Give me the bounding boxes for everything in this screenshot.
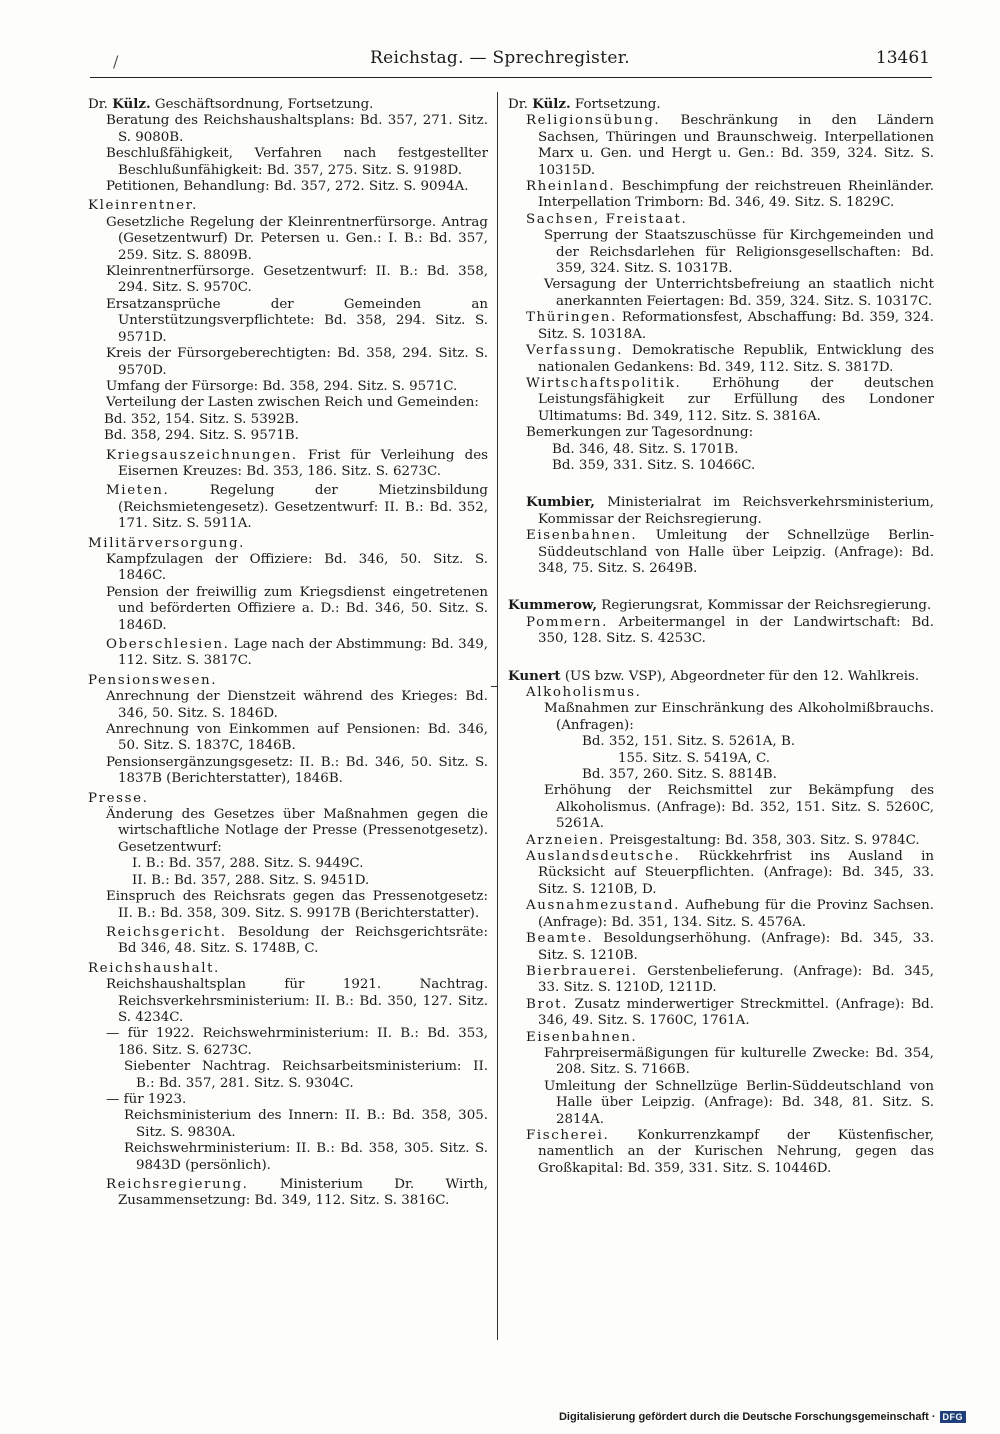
- register-entry: [88, 379, 488, 395]
- entry-keyword: Verfassung.: [526, 343, 624, 359]
- register-entry: [508, 751, 934, 767]
- entry-text: Siebenter Nachtrag. Reichsarbeitsministerium: II. B.: Bd. 357, 281. Sitz. S. 9304C.: [124, 1059, 488, 1091]
- entry-text: Umleitung der Schnellzüge Berlin-Süddeutschland von Halle über Leipzig. (Anfrage): Bd. 348, 75. Sitz. S. 2649B.: [538, 528, 934, 576]
- entry-text: Demokratische Republik, Entwicklung des nationalen Gedankens: Bd. 349, 112. Sitz. S. 3817D.: [538, 343, 934, 375]
- register-entry: [88, 1141, 488, 1174]
- register-entry: [508, 833, 934, 849]
- register-entry: [508, 701, 934, 734]
- register-entry: [88, 977, 488, 1026]
- column-divider: [497, 92, 498, 1340]
- register-entry: [88, 791, 488, 807]
- entry-text: — für 1922. Reichswehrministerium: II. B.: Bd. 353, 186. Sitz. S. 6273C.: [106, 1026, 488, 1058]
- register-entry: [508, 849, 934, 898]
- register-entry: [508, 597, 934, 614]
- margin-dash: [491, 686, 497, 687]
- entry-keyword: Eisenbahnen.: [526, 1029, 638, 1045]
- entry-keyword: Militärversorgung.: [88, 535, 245, 551]
- register-entry: [508, 615, 934, 648]
- entry-gap: [508, 474, 934, 494]
- entry-text: Regelung der Mietzinsbildung (Reichsmietengesetz). Gesetzentwurf: II. B.: Bd. 352, 171. Sitz. S. 5911A.: [118, 483, 488, 532]
- entry-text: I. B.: Bd. 357, 288. Sitz. S. 9449C.: [132, 856, 364, 872]
- entry-keyword: Külz.: [532, 96, 571, 112]
- register-entry: [508, 458, 934, 474]
- entry-text: Beschlußfähigkeit, Verfahren nach festgestellter Beschlußunfähigkeit: Bd. 357, 275. Sitz. S. 9198D.: [106, 146, 488, 178]
- register-entry: [88, 264, 488, 297]
- entry-text: Beschimpfung der reichstreuen Rheinländer. Interpellation Trimborn: Bd. 346, 49. Sitz. S. 1829C.: [538, 179, 934, 211]
- entry-keyword: Auslandsdeutsche.: [526, 849, 681, 865]
- entry-text: Einspruch des Reichsrats gegen das Pressenotgesetz: II. B.: Bd. 358, 309. Sitz. S. 9917B (Berichterstatter).: [106, 889, 488, 921]
- header-rule: [90, 77, 932, 78]
- register-entry: [88, 807, 488, 856]
- register-entry: [508, 997, 934, 1030]
- register-entry: [88, 673, 488, 689]
- register-entry: [508, 425, 934, 441]
- entry-gap: [508, 648, 934, 668]
- register-entry: [88, 448, 488, 481]
- entry-text: Reichswehrministerium: II. B.: Bd. 358, 305. Sitz. S. 9843D (persönlich).: [124, 1141, 488, 1173]
- register-entry: [88, 873, 488, 889]
- entry-text: Beschränkung in den Ländern Sachsen, Thüringen und Braunschweig. Interpellationen Marx u. Gen. und Hergt u. Gen.: Bd. 359, 324. Sitz. S. 10315D.: [538, 113, 934, 178]
- entry-text: 155. Sitz. S. 5419A, C.: [618, 750, 770, 766]
- register-entry: [88, 146, 488, 179]
- entry-text: Gerstenbelieferung. (Anfrage): Bd. 345, 33. Sitz. S. 1210D, 1211D.: [538, 963, 934, 996]
- entry-text: Dr.: [88, 97, 113, 112]
- entry-text: Arbeitermangel in der Landwirtschaft: Bd. 350, 128. Sitz. S. 4253C.: [538, 614, 934, 647]
- register-entry: [88, 198, 488, 214]
- register-entry: [88, 96, 488, 113]
- register-entry: [88, 552, 488, 585]
- register-entry: [508, 931, 934, 964]
- entry-keyword: Rheinland.: [526, 179, 616, 195]
- register-entry: [508, 442, 934, 458]
- entry-text: Reichshaushaltsplan für 1921. Nachtrag. Reichsverkehrsministerium: II. B.: Bd. 350, 127. Sitz. S. 4234C.: [106, 977, 488, 1025]
- entry-text: Fahrpreisermäßigungen für kulturelle Zwecke: Bd. 354, 208. Sitz. S. 7166B.: [544, 1045, 934, 1078]
- register-entry: [88, 1059, 488, 1092]
- entry-text: Petitionen, Behandlung: Bd. 357, 272. Sitz. S. 9094A.: [106, 179, 469, 195]
- entry-text: Regierungsrat, Kommissar der Reichsregierung.: [597, 598, 932, 614]
- entry-text: Bemerkungen zur Tagesordnung:: [526, 425, 754, 441]
- entry-gap: [508, 577, 934, 597]
- entry-text: Reformationsfest, Abschaffung: Bd. 359, 324. Sitz. S. 10318A.: [538, 310, 934, 342]
- register-entry: [88, 1177, 488, 1210]
- margin-mark: /: [113, 52, 119, 71]
- entry-text: Pensionsergänzungsgesetz: II. B.: Bd. 346, 50. Sitz. S. 1837B (Berichterstatter), 1846B.: [106, 754, 488, 787]
- right-column: [508, 96, 934, 1177]
- entry-text: Anrechnung der Dienstzeit während des Krieges: Bd. 346, 50. Sitz. S. 1846D.: [106, 689, 488, 721]
- register-entry: [508, 113, 934, 179]
- register-entry: [508, 528, 934, 577]
- register-entry: [88, 179, 488, 195]
- entry-keyword: Kumbier,: [526, 494, 595, 511]
- register-entry: [508, 494, 934, 528]
- register-entry: [88, 1092, 488, 1108]
- register-entry: [508, 1046, 934, 1079]
- footer-text: Digitalisierung gefördert durch die Deutsche Forschungsgemeinschaft ·: [558, 1411, 936, 1423]
- dfg-logo: DFG: [940, 1411, 967, 1423]
- entry-text: Sperrung der Staatszuschüsse für Kirchgemeinden und der Reichsdarlehen für Religionsgesellschaften: Bd. 359, 324. Sitz. S. 10317B.: [544, 228, 934, 277]
- register-entry: [88, 346, 488, 379]
- entry-text: Pension der freiwillig zum Kriegsdienst eingetretenen und beförderten Offiziere a. D.: Bd. 346, 50. Sitz. S. 1846D.: [106, 584, 488, 633]
- register-entry: [88, 1026, 488, 1059]
- entry-text: Bd. 357, 260. Sitz. S. 8814B.: [582, 767, 777, 783]
- register-entry: [88, 297, 488, 346]
- entry-text: Kampfzulagen der Offiziere: Bd. 346, 50. Sitz. S. 1846C.: [106, 551, 488, 584]
- entry-text: Gesetzliche Regelung der Kleinrentnerfürsorge. Antrag (Gesetzentwurf) Dr. Petersen u. Gen.: I. B.: Bd. 357, 259. Sitz. S. 8809B.: [106, 214, 488, 263]
- register-entry: [88, 889, 488, 922]
- entry-text: Kreis der Fürsorgeberechtigten: Bd. 358, 294. Sitz. S. 9570D.: [106, 346, 488, 378]
- register-entry: [508, 734, 934, 750]
- register-entry: [88, 483, 488, 532]
- entry-keyword: Wirtschaftspolitik.: [526, 375, 682, 391]
- register-entry: [88, 536, 488, 552]
- entry-keyword: Arzneien.: [526, 832, 606, 848]
- entry-keyword: Alkoholismus.: [526, 685, 642, 700]
- register-entry: [88, 689, 488, 722]
- entry-text: Besoldung der Reichsgerichtsräte: Bd 346, 48. Sitz. S. 1748B, C.: [118, 924, 488, 957]
- page-title: Reichstag. — Sprechregister.: [370, 48, 630, 68]
- register-entry: [508, 767, 934, 783]
- entry-keyword: Eisenbahnen.: [526, 528, 638, 544]
- entry-keyword: Reichsgericht.: [106, 924, 227, 940]
- entry-text: Umleitung der Schnellzüge Berlin-Süddeutschland von Halle über Leipzig. (Anfrage): Bd. 348, 81. Sitz. S. 2814A.: [544, 1078, 934, 1127]
- entry-keyword: Kunert: [508, 667, 561, 684]
- entry-keyword: Fischerei.: [526, 1127, 610, 1143]
- entry-text: Kleinrentnerfürsorge. Gesetzentwurf: II. B.: Bd. 358, 294. Sitz. S. 9570C.: [106, 264, 488, 296]
- entry-text: Reichsministerium des Innern: II. B.: Bd. 358, 305. Sitz. S. 9830A.: [124, 1108, 488, 1140]
- entry-keyword: Religionsübung.: [526, 113, 661, 129]
- entry-text: Frist für Verleihung des Eisernen Kreuzes: Bd. 353, 186. Sitz. S. 6273C.: [118, 447, 488, 479]
- entry-text: Ersatzansprüche der Gemeinden an Unterstützungsverpflichtete: Bd. 358, 294. Sitz. S. 9571D.: [106, 296, 488, 345]
- entry-text: Bd. 352, 154. Sitz. S. 5392B.: [104, 411, 299, 427]
- entry-keyword: Thüringen.: [526, 310, 617, 326]
- entry-keyword: Pommern.: [526, 614, 608, 630]
- entry-keyword: Kleinrentner.: [88, 198, 198, 214]
- entry-keyword: Kriegsauszeichnungen.: [106, 447, 298, 463]
- entry-text: Beratung des Reichshaushaltsplans: Bd. 357, 271. Sitz. S. 9080B.: [106, 113, 488, 145]
- entry-keyword: Kummerow,: [508, 597, 598, 614]
- register-entry: [508, 783, 934, 832]
- entry-text: Anrechnung von Einkommen auf Pensionen: Bd. 346, 50. Sitz. S. 1837C, 1846B.: [106, 722, 488, 754]
- register-entry: [508, 898, 934, 931]
- register-entry: [508, 179, 934, 212]
- entry-keyword: Külz.: [112, 96, 151, 112]
- register-entry: [508, 668, 934, 685]
- page-number: 13461: [875, 48, 930, 68]
- entry-keyword: Reichsregierung.: [106, 1177, 249, 1192]
- register-entry: [88, 1108, 488, 1141]
- register-entry: [508, 1079, 934, 1128]
- entry-keyword: Beamte.: [526, 931, 594, 947]
- register-entry: [88, 961, 488, 977]
- register-entry: [88, 395, 488, 411]
- entry-keyword: Bierbrauerei.: [526, 963, 638, 979]
- register-entry: [88, 585, 488, 634]
- entry-text: Lage nach der Abstimmung: Bd. 349, 112. Sitz. S. 3817C.: [118, 637, 488, 669]
- footer: [559, 1411, 966, 1423]
- register-entry: [508, 212, 934, 228]
- register-entry: [508, 964, 934, 997]
- register-entry: [88, 722, 488, 755]
- register-entry: [88, 215, 488, 264]
- register-entry: [508, 1030, 934, 1046]
- entry-text: Maßnahmen zur Einschränkung des Alkoholmißbrauchs. (Anfragen):: [544, 701, 934, 733]
- entry-keyword: Reichshaushalt.: [88, 960, 220, 976]
- register-entry: [88, 637, 488, 670]
- register-entry: [508, 277, 934, 310]
- register-entry: [508, 96, 934, 113]
- entry-text: Bd. 346, 48. Sitz. S. 1701B.: [552, 441, 739, 457]
- entry-keyword: Pensionswesen.: [88, 672, 218, 688]
- entry-keyword: Oberschlesien.: [106, 637, 230, 652]
- entry-text: Erhöhung der deutschen Leistungsfähigkeit zur Erfüllung des Londoner Ultimatums: Bd. 349, 112. Sitz. S. 3816A.: [538, 375, 934, 424]
- register-entry: [508, 685, 934, 701]
- entry-text: Zusatz minderwertiger Streckmittel. (Anfrage): Bd. 346, 49. Sitz. S. 1760C, 1761A.: [538, 996, 934, 1029]
- entry-text: Preisgestaltung: Bd. 358, 303. Sitz. S. 9784C.: [605, 832, 920, 848]
- entry-text: (US bzw. VSP), Abgeordneter für den 12. Wahlkreis.: [560, 668, 920, 684]
- entry-text: — für 1923.: [106, 1091, 187, 1107]
- register-entry: [88, 412, 488, 428]
- register-entry: [508, 1128, 934, 1177]
- register-entry: [88, 755, 488, 788]
- entry-text: Ministerium Dr. Wirth, Zusammensetzung: Bd. 349, 112. Sitz. S. 3816C.: [118, 1177, 488, 1209]
- entry-text: Bd. 358, 294. Sitz. S. 9571B.: [104, 428, 299, 444]
- entry-text: Besoldungserhöhung. (Anfrage): Bd. 345, 33. Sitz. S. 1210B.: [538, 931, 934, 963]
- entry-text: Fortsetzung.: [570, 97, 661, 112]
- entry-text: Erhöhung der Reichsmittel zur Bekämpfung des Alkoholismus. (Anfrage): Bd. 352, 151. Sitz. S. 5260C, 5261A.: [544, 783, 934, 832]
- entry-text: Umfang der Fürsorge: Bd. 358, 294. Sitz. S. 9571C.: [106, 378, 458, 394]
- register-entry: [88, 113, 488, 146]
- entry-keyword: Brot.: [526, 996, 568, 1012]
- entry-text: Aufhebung für die Provinz Sachsen. (Anfrage): Bd. 351, 134. Sitz. S. 4576A.: [538, 898, 934, 930]
- entry-text: Änderung des Gesetzes über Maßnahmen gegen die wirtschaftliche Notlage der Presse (Pressenotgesetz). Gesetzentwurf:: [106, 807, 488, 855]
- entry-text: Konkurrenzkampf der Küstenfischer, namentlich an der Kurischen Nehrung, gegen das Großkapital: Bd. 359, 331. Sitz. S. 10446D.: [538, 1127, 934, 1176]
- entry-text: II. B.: Bd. 357, 288. Sitz. S. 9451D.: [132, 872, 370, 888]
- entry-text: Rückkehrfrist ins Ausland in Rücksicht auf Steuerpflichten. (Anfrage): Bd. 345, 33. Sitz. S. 1210B, D.: [538, 849, 934, 897]
- register-entry: [508, 376, 934, 425]
- entry-text: Dr.: [508, 97, 533, 112]
- register-entry: [508, 228, 934, 277]
- entry-text: Ministerialrat im Reichsverkehrsministerium, Kommissar der Reichsregierung.: [538, 495, 934, 527]
- entry-text: Bd. 359, 331. Sitz. S. 10466C.: [552, 457, 756, 473]
- entry-text: Verteilung der Lasten zwischen Reich und Gemeinden:: [106, 395, 479, 411]
- register-entry: [508, 343, 934, 376]
- entry-keyword: Presse.: [88, 790, 149, 806]
- left-column: [88, 96, 488, 1210]
- register-entry: [88, 925, 488, 958]
- entry-keyword: Sachsen, Freistaat.: [526, 211, 688, 227]
- entry-text: Versagung der Unterrichtsbefreiung an staatlich nicht anerkannten Feiertagen: Bd. 359, 324. Sitz. S. 10317C.: [544, 277, 934, 309]
- entry-text: Bd. 352, 151. Sitz. S. 5261A, B.: [582, 734, 796, 750]
- register-entry: [508, 310, 934, 343]
- entry-text: Geschäftsordnung, Fortsetzung.: [150, 97, 374, 112]
- entry-keyword: Ausnahmezustand.: [526, 898, 680, 914]
- entry-keyword: Mieten.: [106, 483, 170, 499]
- register-entry: [88, 428, 488, 444]
- register-entry: [88, 856, 488, 872]
